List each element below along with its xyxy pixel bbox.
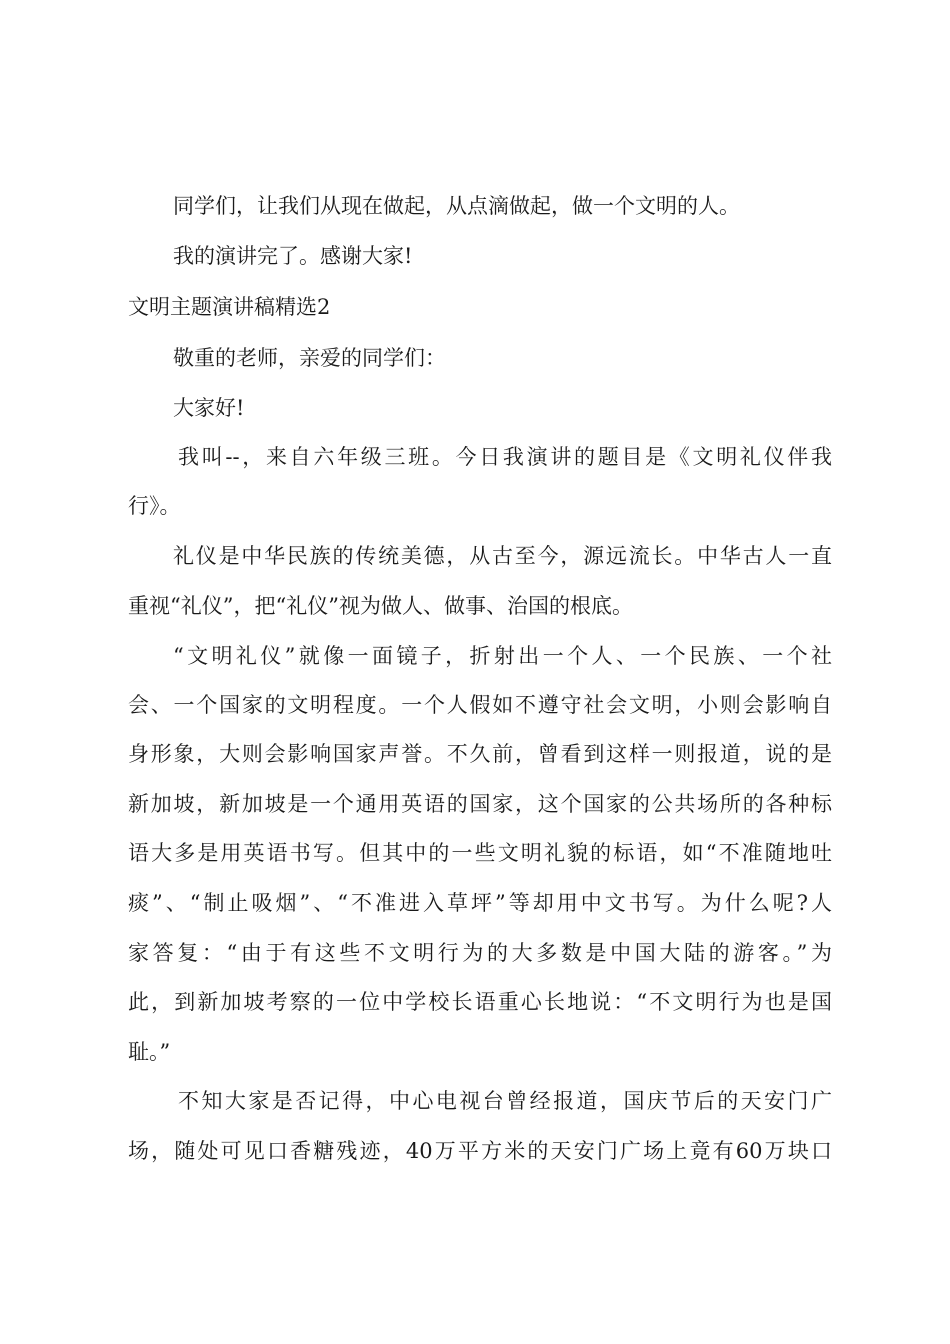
text-line: 新加坡，新加坡是一个通用英语的国家，这个国家的公共场所的各种标	[128, 792, 832, 816]
text-line: 场，随处可见口香糖残迹，40万平方米的天安门广场上竟有60万块口	[128, 1139, 832, 1163]
text-line: 痰”、“制止吸烟”、“不准进入草坪”等却用中文书写。为什么呢?人	[128, 891, 832, 915]
text-line: 我叫--，来自六年级三班。今日我演讲的题目是《文明礼仪伴我	[178, 445, 832, 469]
text-line: 行》。	[128, 494, 181, 518]
text-line: 礼仪是中华民族的传统美德，从古至今，源远流长。中华古人一直	[173, 544, 832, 568]
text-line: 此，到新加坡考察的一位中学校长语重心长地说：“不文明行为也是国	[128, 990, 832, 1014]
text-line: “文明礼仪”就像一面镜子，折射出一个人、一个民族、一个社	[173, 644, 832, 668]
paragraph-closing-thanks: 我的演讲完了。感谢大家!	[173, 244, 413, 268]
text-line: 耻。”	[128, 1040, 171, 1064]
text-line: 家答复：“由于有这些不文明行为的大多数是中国大陆的游客。”为	[128, 941, 832, 965]
text-line: 不知大家是否记得，中心电视台曾经报道，国庆节后的天安门广	[178, 1089, 832, 1113]
section-heading: 文明主题演讲稿精选2	[128, 295, 331, 319]
text-line: 语大多是用英语书写。但其中的一些文明礼貌的标语，如“不准随地吐	[128, 841, 832, 865]
text-line: 重视“礼仪”，把“礼仪”视为做人、做事、治国的根底。	[128, 594, 633, 618]
salutation: 敬重的老师，亲爱的同学们：	[173, 346, 446, 370]
paragraph-closing-call: 同学们，让我们从现在做起，从点滴做起，做一个文明的人。	[173, 194, 740, 218]
greeting: 大家好!	[173, 396, 245, 420]
text-line: 会、一个国家的文明程度。一个人假如不遵守社会文明，小则会影响自	[128, 693, 832, 717]
text-line: 身形象，大则会影响国家声誉。不久前，曾看到这样一则报道，说的是	[128, 742, 832, 766]
